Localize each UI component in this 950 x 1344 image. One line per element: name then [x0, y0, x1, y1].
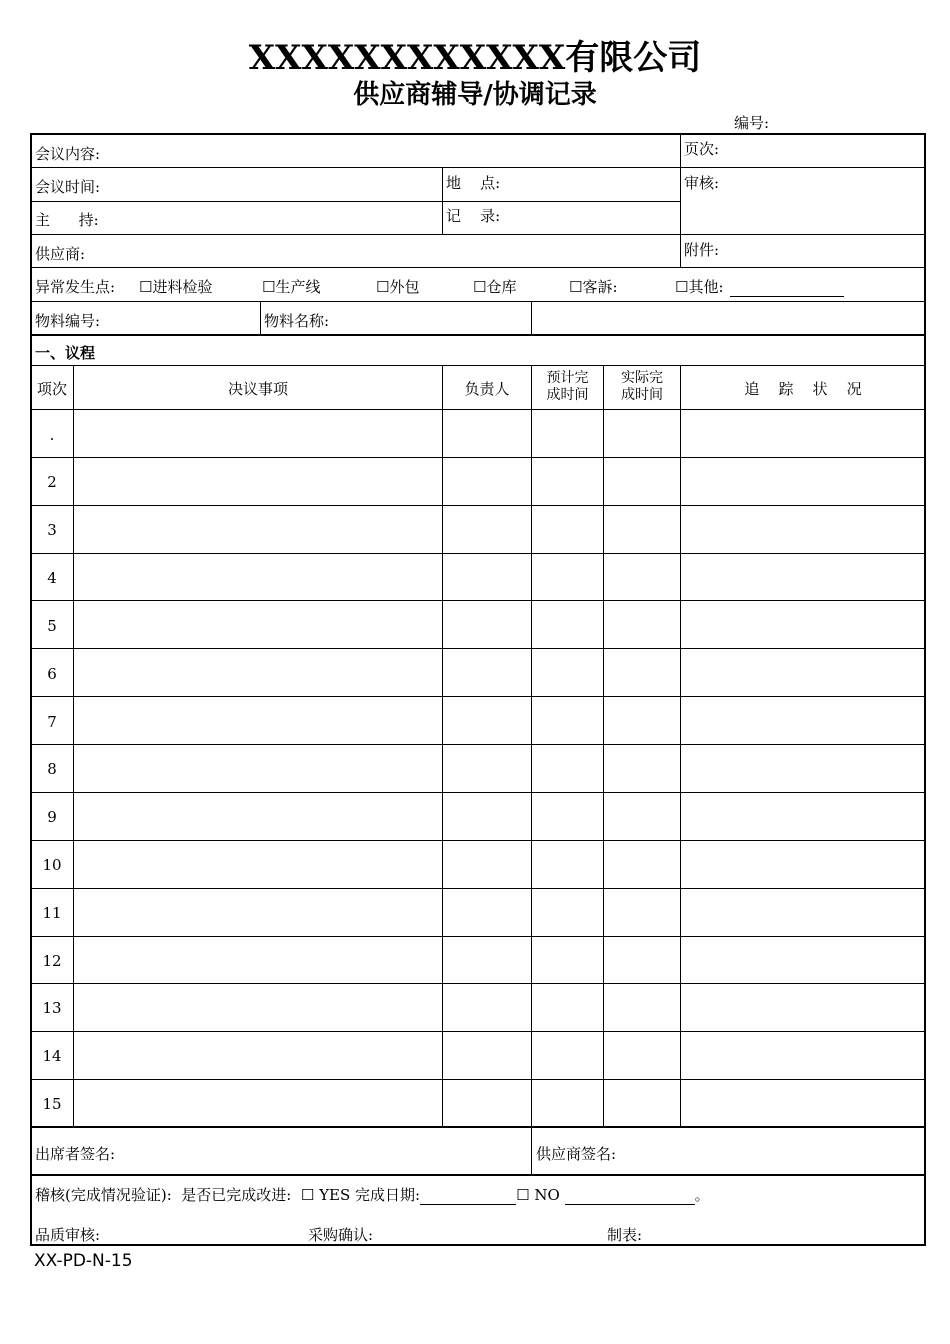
- audit-line: 稽核(完成情况验证): 是否已完成改进: ☐ YES 完成日期: ☐ NO 。: [35, 1186, 710, 1204]
- attachment-label: 附件:: [684, 241, 720, 259]
- material-number-label: 物料编号:: [35, 312, 101, 330]
- row-number: 5: [47, 617, 57, 635]
- divider: [31, 936, 925, 937]
- divider: [31, 888, 925, 889]
- option-production-line[interactable]: ☐生产线: [262, 278, 321, 296]
- supplier-signature-label: 供应商签名:: [536, 1145, 617, 1163]
- divider: [31, 457, 925, 458]
- completion-date-label: 完成日期:: [355, 1186, 421, 1204]
- checkbox-icon[interactable]: ☐: [376, 278, 390, 296]
- row-number: 14: [42, 1047, 62, 1065]
- divider: [31, 696, 925, 697]
- meeting-content-label: 会议内容:: [35, 145, 101, 163]
- supplier-label: 供应商:: [35, 245, 86, 263]
- yes-checkbox-icon[interactable]: ☐: [300, 1186, 315, 1204]
- option-warehouse[interactable]: ☐仓库: [473, 278, 517, 296]
- no-label: NO: [534, 1186, 560, 1204]
- option-customer-complaint[interactable]: ☐客訴:: [569, 278, 618, 296]
- option-outsourcing[interactable]: ☐外包: [376, 278, 420, 296]
- material-name-label: 物料名称:: [264, 312, 330, 330]
- checkbox-icon[interactable]: ☐: [139, 278, 153, 296]
- divider: [31, 365, 925, 366]
- quality-review-label: 品质审核:: [35, 1226, 101, 1244]
- purchase-confirm-label: 采购确认:: [308, 1226, 374, 1244]
- row-number: 11: [42, 904, 62, 922]
- divider: [31, 1079, 925, 1080]
- row-number: .: [49, 426, 55, 444]
- divider: [31, 505, 925, 506]
- row-number: 13: [42, 999, 62, 1017]
- document-number-label: 编号:: [734, 114, 770, 132]
- divider: [531, 365, 532, 1126]
- row-number: 10: [42, 856, 62, 874]
- checkbox-icon[interactable]: ☐: [569, 278, 583, 296]
- divider: [31, 1174, 925, 1176]
- divider: [73, 365, 74, 1126]
- row-number: 6: [47, 665, 57, 683]
- col-header-tracking: 追 踪 状 况: [744, 380, 862, 398]
- divider: [31, 840, 925, 841]
- divider: [31, 167, 925, 168]
- divider: [31, 744, 925, 745]
- divider: [31, 1031, 925, 1032]
- divider: [680, 365, 681, 1126]
- divider: [531, 1126, 532, 1174]
- form-code: XX-PD-N-15: [34, 1251, 133, 1271]
- divider: [31, 409, 925, 410]
- prepared-by-label: 制表:: [607, 1226, 643, 1244]
- yes-label: YES: [319, 1186, 351, 1204]
- col-header-resolution: 决议事项: [227, 380, 288, 398]
- meeting-time-label: 会议时间:: [35, 178, 101, 196]
- row-number: 2: [47, 473, 57, 491]
- company-name: XXXXXXXXXXXX有限公司: [248, 38, 702, 78]
- divider: [31, 1126, 925, 1128]
- divider: [31, 553, 925, 554]
- row-number: 7: [47, 713, 57, 731]
- attendee-signature-label: 出席者签名:: [35, 1145, 116, 1163]
- divider: [442, 365, 443, 1126]
- col-header-no: 项次: [36, 380, 67, 398]
- divider: [31, 648, 925, 649]
- divider: [680, 134, 681, 267]
- no-checkbox-icon[interactable]: ☐: [516, 1186, 530, 1204]
- row-number: 9: [47, 808, 57, 826]
- divider: [31, 334, 925, 336]
- recorder-label: 记 录:: [446, 207, 501, 225]
- divider: [31, 600, 925, 601]
- other-blank[interactable]: [730, 282, 844, 297]
- divider: [31, 983, 925, 984]
- option-other[interactable]: ☐其他:: [675, 276, 844, 297]
- divider: [31, 267, 925, 268]
- divider: [31, 792, 925, 793]
- completion-date-blank[interactable]: [420, 1190, 516, 1205]
- divider: [31, 234, 925, 235]
- no-reason-blank[interactable]: [565, 1190, 695, 1205]
- option-incoming-inspection[interactable]: ☐进料检验: [139, 278, 213, 296]
- checkbox-icon[interactable]: ☐: [675, 278, 689, 296]
- row-number: 12: [42, 952, 62, 970]
- row-number: 8: [47, 760, 57, 778]
- divider: [531, 301, 532, 334]
- divider: [442, 167, 443, 234]
- checkbox-icon[interactable]: ☐: [473, 278, 487, 296]
- abnormal-point-label: 异常发生点:: [35, 278, 116, 296]
- agenda-section-title: 一、议程: [35, 344, 96, 362]
- form-title: 供应商辅导/协调记录: [353, 80, 597, 110]
- page-label: 页次:: [684, 140, 720, 158]
- location-label: 地 点:: [446, 174, 501, 192]
- row-number: 15: [42, 1095, 62, 1113]
- divider: [31, 301, 925, 302]
- divider: [31, 201, 680, 202]
- checkbox-icon[interactable]: ☐: [262, 278, 276, 296]
- col-header-planned-time: 预计完 成时间: [546, 370, 589, 403]
- divider: [260, 301, 261, 334]
- review-label: 审核:: [684, 174, 720, 192]
- row-number: 3: [47, 521, 57, 539]
- divider: [603, 365, 604, 1126]
- col-header-actual-time: 实际完 成时间: [621, 370, 663, 403]
- col-header-owner: 负责人: [464, 380, 510, 398]
- row-number: 4: [47, 569, 57, 587]
- host-label: 主 持:: [35, 211, 99, 229]
